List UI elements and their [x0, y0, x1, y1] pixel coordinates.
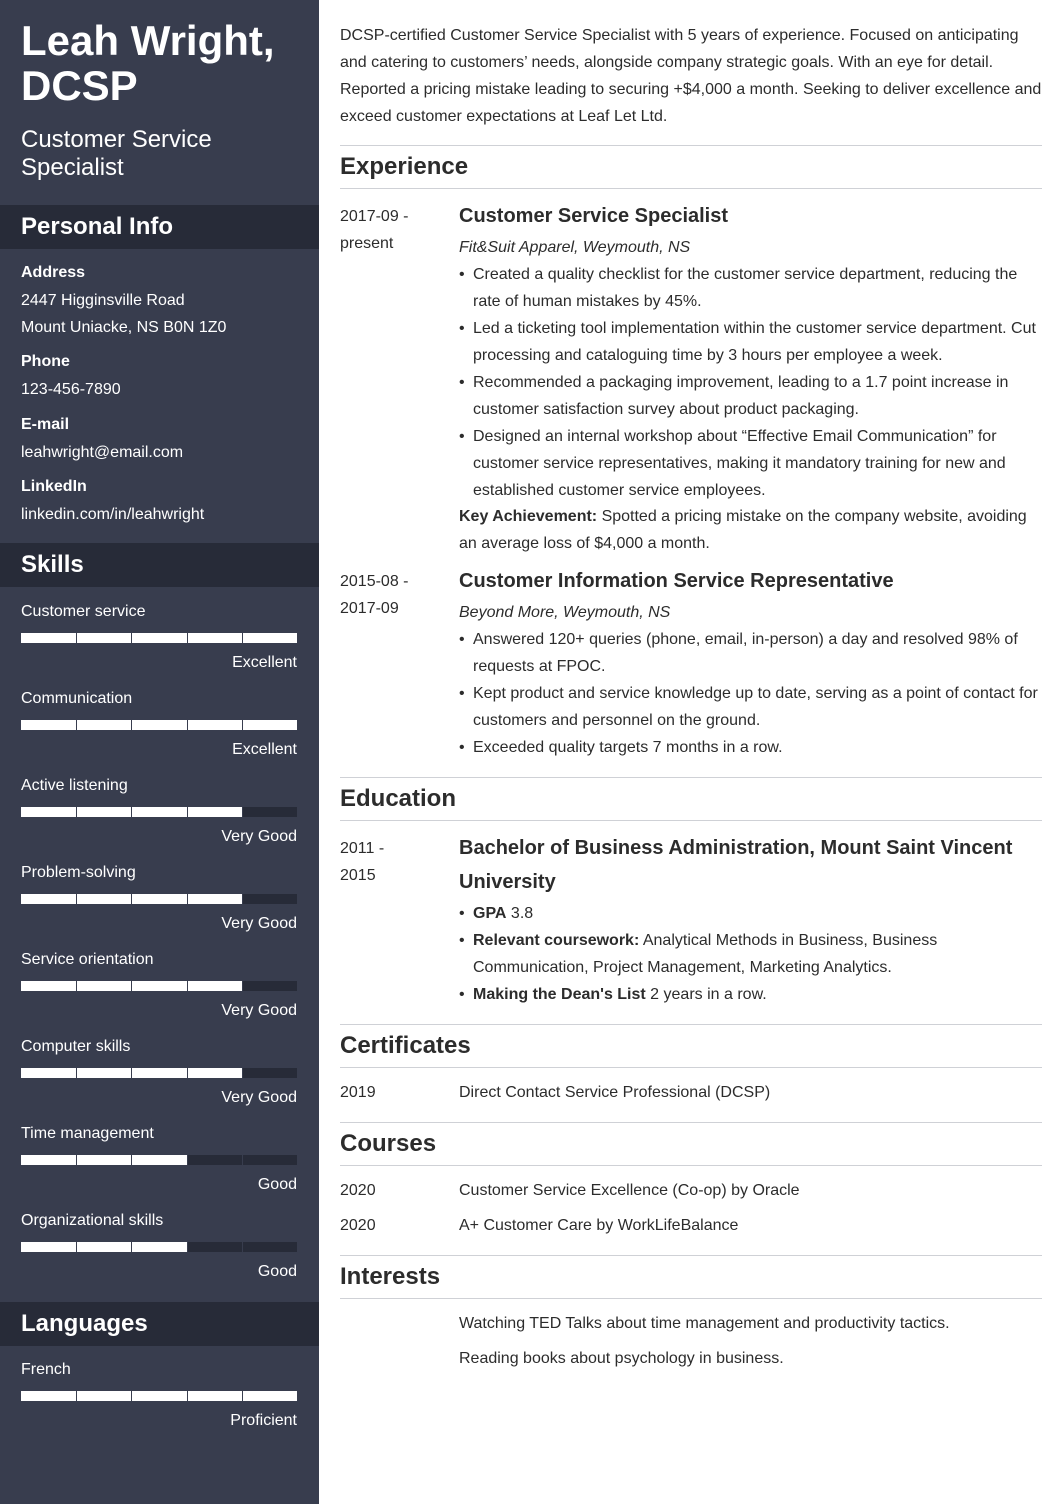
rating-bar: [21, 1391, 297, 1401]
personal-info-heading: Personal Info: [0, 205, 319, 249]
experience-heading: Experience: [340, 145, 1042, 189]
job-2-bullets: [459, 626, 1042, 761]
rating-bar-divider: [131, 1068, 132, 1078]
rating-bar-divider: [131, 1242, 132, 1252]
rating-bar-divider: [187, 633, 188, 643]
job-1-title: Customer Service Specialist: [459, 205, 729, 227]
rating-bar: [21, 1242, 297, 1252]
phone-value: 123-456-7890: [21, 381, 121, 398]
job-1-date-start: 2017-09 -: [340, 208, 409, 225]
rating-bar-divider: [187, 720, 188, 730]
rating-item: [21, 777, 297, 859]
rating-bar: [21, 1155, 297, 1165]
list-item: • Answered 120+ queries (phone, email, in-person) a day and resolved 98% of requests at FPOC.: [459, 626, 1042, 680]
job-2-date-start: 2015-08 -: [340, 573, 409, 590]
email-value[interactable]: leahwright@email.com: [21, 444, 184, 461]
deans-list-label: Making the Dean's List: [473, 986, 646, 1003]
coursework-value: Analytical Methods in Business, Business Communication, Project Management, Marketing Analytics.: [473, 932, 938, 976]
rating-bar: [21, 1068, 297, 1078]
rating-bar-divider: [131, 981, 132, 991]
courses-heading: Courses: [340, 1122, 1042, 1166]
sidebar: [0, 0, 319, 1504]
rating-level: Very Good: [221, 915, 297, 932]
rating-item: [21, 1125, 297, 1207]
rating-name: Communication: [21, 690, 133, 707]
rating-bar-divider: [242, 1155, 243, 1165]
job-1-company: Fit&Suit Apparel, Weymouth, NS: [459, 239, 691, 256]
rating-bar-divider: [76, 1068, 77, 1078]
certificate-year: 2019: [340, 1084, 376, 1101]
rating-bar-divider: [187, 807, 188, 817]
rating-name: Computer skills: [21, 1038, 131, 1055]
certificate-name: Direct Contact Service Professional (DCSP): [459, 1084, 771, 1101]
list-item: • Recommended a packaging improvement, leading to a 1.7 point increase in customer satisfaction survey about product packaging.: [459, 369, 1042, 423]
education-date-start: 2011 -: [340, 840, 385, 857]
rating-bar: [21, 981, 297, 991]
rating-item: [21, 1212, 297, 1294]
course-2-year: 2020: [340, 1217, 376, 1234]
rating-bar: [21, 894, 297, 904]
rating-bar-divider: [131, 720, 132, 730]
coursework-label: Relevant coursework:: [473, 932, 640, 949]
rating-item: [21, 1361, 297, 1443]
rating-bar-divider: [131, 1155, 132, 1165]
summary: DCSP-certified Customer Service Specialist with 5 years of experience. Focused on anticipating and catering to customers’ needs, alongside company strategic goals. With an eye for detail. Reported a pricing mistake leading to securing +$4,000 a month. Seeking to deliver excellence and exceed customer expectations at Leaf Let Ltd.: [340, 27, 1042, 125]
rating-bar-divider: [242, 807, 243, 817]
rating-bar-divider: [187, 1068, 188, 1078]
list-item: • Designed an internal workshop about “Effective Email Communication” for customer service representatives, making it mandatory training for new and established customer service employees.: [459, 423, 1042, 504]
deans-list-value: 2 years in a row.: [645, 986, 767, 1003]
rating-level: Very Good: [221, 1089, 297, 1106]
rating-bar-divider: [76, 1391, 77, 1401]
rating-bar-divider: [76, 1242, 77, 1252]
rating-name: French: [21, 1361, 71, 1378]
rating-item: [21, 690, 297, 772]
list-item: • Led a ticketing tool implementation within the customer service department. Cut processing and cataloguing time by 3 hours per employee a week.: [459, 315, 1042, 369]
key-achievement-label: Key Achievement:: [459, 508, 598, 525]
rating-name: Service orientation: [21, 951, 154, 968]
education-bullets: [459, 900, 1042, 1008]
skills-heading: Skills: [0, 543, 319, 587]
rating-bar-fill: [21, 633, 297, 643]
rating-bar: [21, 633, 297, 643]
job-2-title: Customer Information Service Representative: [459, 570, 894, 592]
linkedin-value[interactable]: linkedin.com/in/leahwright: [21, 506, 205, 523]
rating-bar-divider: [187, 1391, 188, 1401]
rating-bar-divider: [76, 981, 77, 991]
address-line-2: Mount Uniacke, NS B0N 1Z0: [21, 319, 227, 336]
linkedin-label: LinkedIn: [21, 478, 87, 495]
email-label: E-mail: [21, 416, 70, 433]
rating-bar-divider: [76, 633, 77, 643]
rating-bar-divider: [242, 894, 243, 904]
rating-bar-divider: [187, 981, 188, 991]
certificates-heading: Certificates: [340, 1024, 1042, 1068]
rating-name: Time management: [21, 1125, 154, 1142]
rating-name: Organizational skills: [21, 1212, 164, 1229]
rating-bar-fill: [21, 720, 297, 730]
rating-level: Very Good: [221, 828, 297, 845]
rating-item: [21, 951, 297, 1033]
gpa-value: 3.8: [506, 905, 534, 922]
rating-bar: [21, 807, 297, 817]
rating-bar-fill: [21, 1242, 187, 1252]
rating-bar-fill: [21, 1391, 297, 1401]
education-heading: Education: [340, 777, 1042, 821]
rating-level: Excellent: [232, 654, 297, 671]
rating-bar-divider: [242, 720, 243, 730]
address-line-1: 2447 Higginsville Road: [21, 292, 185, 309]
rating-level: Good: [257, 1263, 297, 1280]
rating-bar-divider: [131, 894, 132, 904]
rating-bar-divider: [76, 894, 77, 904]
rating-bar: [21, 720, 297, 730]
job-1-bullets: [459, 261, 1042, 504]
rating-bar-fill: [21, 1155, 187, 1165]
list-item: [459, 900, 1042, 927]
rating-bar-divider: [242, 1242, 243, 1252]
address-label: Address: [21, 264, 86, 281]
rating-bar-divider: [242, 981, 243, 991]
job-1-key-achievement: [459, 503, 1042, 557]
list-item: • Kept product and service knowledge up to date, serving as a point of contact for customers and personnel on the ground.: [459, 680, 1042, 734]
languages-heading: Languages: [0, 1302, 319, 1346]
rating-bar-divider: [242, 633, 243, 643]
interest-item-1: Watching TED Talks about time management and productivity tactics.: [459, 1315, 950, 1332]
interests-heading: Interests: [340, 1255, 1042, 1299]
list-item: [459, 981, 1042, 1008]
rating-bar-divider: [131, 633, 132, 643]
rating-bar-divider: [76, 1155, 77, 1165]
list-item: [459, 927, 1042, 981]
candidate-name: Leah Wright, DCSP: [21, 17, 275, 109]
job-2-date-end: 2017-09: [340, 600, 399, 617]
rating-bar-divider: [187, 894, 188, 904]
job-2-company: Beyond More, Weymouth, NS: [459, 604, 671, 621]
key-achievement-text: Spotted a pricing mistake on the company website, avoiding an average loss of $4,000 a month.: [459, 508, 1027, 552]
gpa-label: GPA: [473, 905, 507, 922]
rating-item: [21, 1038, 297, 1120]
rating-bar-divider: [131, 1391, 132, 1401]
interest-item-2: Reading books about psychology in business.: [459, 1350, 784, 1367]
rating-level: Proficient: [230, 1412, 297, 1429]
list-item: • Exceeded quality targets 7 months in a row.: [459, 734, 1042, 761]
rating-bar-divider: [187, 1155, 188, 1165]
rating-name: Problem-solving: [21, 864, 136, 881]
rating-bar-divider: [131, 807, 132, 817]
phone-label: Phone: [21, 353, 70, 370]
rating-bar-divider: [242, 1068, 243, 1078]
education-degree: Bachelor of Business Administration, Mount Saint Vincent University: [459, 837, 1013, 893]
rating-bar-divider: [187, 1242, 188, 1252]
rating-name: Active listening: [21, 777, 128, 794]
course-2-name: A+ Customer Care by WorkLifeBalance: [459, 1217, 739, 1234]
rating-bar-divider: [76, 807, 77, 817]
rating-bar-divider: [242, 1391, 243, 1401]
candidate-role: Customer Service Specialist: [21, 126, 212, 181]
rating-name: Customer service: [21, 603, 146, 620]
rating-item: [21, 864, 297, 946]
rating-level: Good: [257, 1176, 297, 1193]
education-date-end: 2015: [340, 867, 376, 884]
rating-item: [21, 603, 297, 685]
rating-bar-divider: [76, 720, 77, 730]
job-1-date-end: present: [340, 235, 394, 252]
rating-level: Excellent: [232, 741, 297, 758]
list-item: • Created a quality checklist for the customer service department, reducing the rate of human mistakes by 45%.: [459, 261, 1042, 315]
rating-level: Very Good: [221, 1002, 297, 1019]
course-1-year: 2020: [340, 1182, 376, 1199]
course-1-name: Customer Service Excellence (Co-op) by Oracle: [459, 1182, 800, 1199]
